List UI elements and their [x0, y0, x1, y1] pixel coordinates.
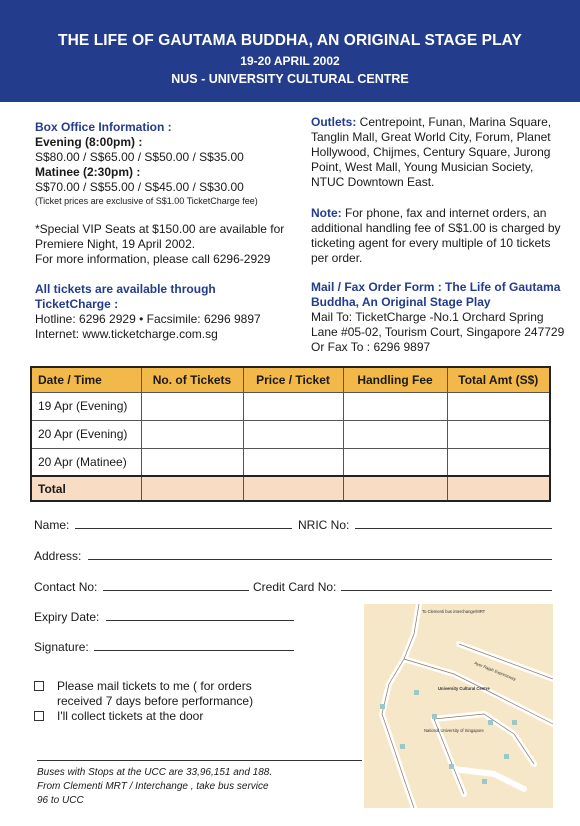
table-row: [31, 392, 550, 420]
mail-option-line-1: Please mail tickets to me ( for orders: [57, 679, 252, 693]
map-label-ucc: University Cultural Centre: [438, 686, 490, 691]
price-cell[interactable]: [243, 420, 343, 448]
outlets-line-1: Centrepoint, Funan, Marina Square,: [356, 115, 552, 129]
collect-tickets-checkbox[interactable]: [34, 711, 44, 721]
table-row: [31, 420, 550, 448]
ticketcharge-internet: Internet: www.ticketcharge.com.sg: [35, 327, 218, 341]
mail-tickets-option: [57, 679, 253, 709]
expiry-label: Expiry Date:: [34, 610, 100, 624]
column-header: Total Amt (S$): [447, 367, 550, 392]
column-header: No. of Tickets: [141, 367, 243, 392]
event-title: THE LIFE OF GAUTAMA BUDDHA, AN ORIGINAL STAGE PLAY: [58, 32, 522, 49]
map-illustration: [364, 604, 553, 808]
outlets-line-2: Tanglin Mall, Great World City, Forum, Planet: [311, 130, 551, 144]
note-line-4: per order.: [311, 251, 363, 265]
address-field[interactable]: [88, 559, 552, 560]
column-header: Price / Ticket: [243, 367, 343, 392]
contact-label: Contact No:: [34, 580, 98, 594]
outlets-line-3: Hollywood, Chijmes, Century Square, Jurong: [311, 145, 551, 159]
tickets-cell[interactable]: [141, 420, 243, 448]
note-section: [311, 206, 571, 266]
credit-card-field[interactable]: [341, 590, 552, 591]
vip-line-2: Premiere Night, 19 April 2002.: [35, 237, 196, 251]
row-label: 20 Apr (Matinee): [31, 448, 141, 476]
bus-note-line-2: From Clementi MRT / Interchange , take bus service: [37, 781, 269, 792]
ticketcharge-heading-1: All tickets are available through: [35, 282, 216, 296]
vip-section: [35, 222, 305, 267]
matinee-label: Matinee (2:30pm) :: [35, 165, 141, 179]
tickets-cell[interactable]: [141, 448, 243, 476]
outlets-section: [311, 115, 571, 190]
evening-label: Evening (8:00pm) :: [35, 135, 143, 149]
note-label: Note:: [311, 206, 342, 220]
signature-field[interactable]: [94, 650, 294, 651]
matinee-prices: S$70.00 / S$55.00 / S$45.00 / S$30.00: [35, 180, 244, 194]
price-cell[interactable]: [243, 448, 343, 476]
mail-line-3: Or Fax To : 6296 9897: [311, 340, 431, 354]
mail-heading-1: Mail / Fax Order Form : The Life of Gautama: [311, 280, 561, 294]
total-fee-cell[interactable]: [343, 476, 447, 501]
row-label: 19 Apr (Evening): [31, 392, 141, 420]
bus-note-line-1: Buses with Stops at the UCC are 33,96,151 and 188.: [37, 767, 273, 778]
price-cell[interactable]: [243, 392, 343, 420]
event-dates: 19-20 APRIL 2002: [240, 54, 340, 68]
map-label-nus: National University of Singapore: [424, 728, 484, 733]
evening-prices: S$80.00 / S$65.00 / S$50.00 / S$35.00: [35, 150, 244, 164]
total-price-cell[interactable]: [243, 476, 343, 501]
box-office-section: [35, 120, 305, 208]
total-tickets-cell[interactable]: [141, 476, 243, 501]
total-cell[interactable]: [447, 448, 550, 476]
note-line-1: For phone, fax and internet orders, an: [341, 206, 547, 220]
outlets-label: Outlets:: [311, 115, 357, 129]
nric-field[interactable]: [355, 528, 552, 529]
ticketcharge-hotline: Hotline: 6296 2929 • Facsimile: 6296 9897: [35, 312, 261, 326]
bus-note: [37, 766, 327, 808]
total-label: Total: [31, 476, 141, 501]
note-line-2: additional handling fee of S$1.00 is charged by: [311, 221, 561, 235]
column-header: Handling Fee: [343, 367, 447, 392]
signature-label: Signature:: [34, 640, 89, 654]
fee-cell[interactable]: [343, 448, 447, 476]
mail-section: [311, 280, 576, 355]
header-banner: [0, 0, 580, 102]
map-label-mrt: To Clementi bus interchange/MRT: [422, 609, 486, 614]
table-header-row: [31, 367, 550, 392]
grand-total-cell[interactable]: [447, 476, 550, 501]
mail-heading-2: Buddha, An Original Stage Play: [311, 295, 491, 309]
location-map: [364, 604, 553, 808]
outlets-line-5: NTUC Downtown East.: [311, 175, 435, 189]
map-label-ayer: Ayer Rajah Expressway: [473, 660, 517, 682]
vip-line-1: *Special VIP Seats at $150.00 are available for: [35, 222, 285, 236]
row-label: 20 Apr (Evening): [31, 420, 141, 448]
total-cell[interactable]: [447, 392, 550, 420]
mail-option-line-2: received 7 days before performance): [57, 694, 254, 708]
fee-cell[interactable]: [343, 420, 447, 448]
order-table: [30, 366, 551, 502]
table-row: [31, 448, 550, 476]
price-note: (Ticket prices are exclusive of S$1.00 TicketCharge fee): [35, 196, 258, 206]
outlets-line-4: Point, West Mall, Young Musician Society,: [311, 160, 534, 174]
name-label: Name:: [34, 518, 70, 532]
total-cell[interactable]: [447, 420, 550, 448]
contact-field[interactable]: [103, 590, 249, 591]
tickets-cell[interactable]: [141, 392, 243, 420]
column-header: Date / Time: [31, 367, 141, 392]
mail-line-1: Mail To: TicketCharge -No.1 Orchard Spring: [311, 310, 544, 324]
divider: [37, 760, 362, 761]
name-field[interactable]: [75, 528, 292, 529]
ticketcharge-heading-2: TicketCharge :: [35, 297, 119, 311]
note-line-3: ticketing agent for every multiple of 10 tickets: [311, 236, 551, 250]
event-venue: NUS - UNIVERSITY CULTURAL CENTRE: [171, 72, 409, 86]
fee-cell[interactable]: [343, 392, 447, 420]
mail-line-2: Lane #05-02, Tourism Court, Singapore 247729: [311, 325, 565, 339]
credit-card-label: Credit Card No:: [253, 580, 337, 594]
vip-line-3: For more information, please call 6296-2929: [35, 252, 271, 266]
expiry-field[interactable]: [106, 620, 294, 621]
total-row: [31, 476, 550, 501]
mail-tickets-checkbox[interactable]: [34, 681, 44, 691]
nric-label: NRIC No:: [298, 518, 350, 532]
bus-note-line-3: 96 to UCC: [37, 795, 84, 806]
address-label: Address:: [34, 549, 82, 563]
box-office-heading: Box Office Information :: [35, 120, 172, 134]
collect-option: I'll collect tickets at the door: [57, 709, 204, 723]
ticketcharge-section: [35, 282, 305, 342]
